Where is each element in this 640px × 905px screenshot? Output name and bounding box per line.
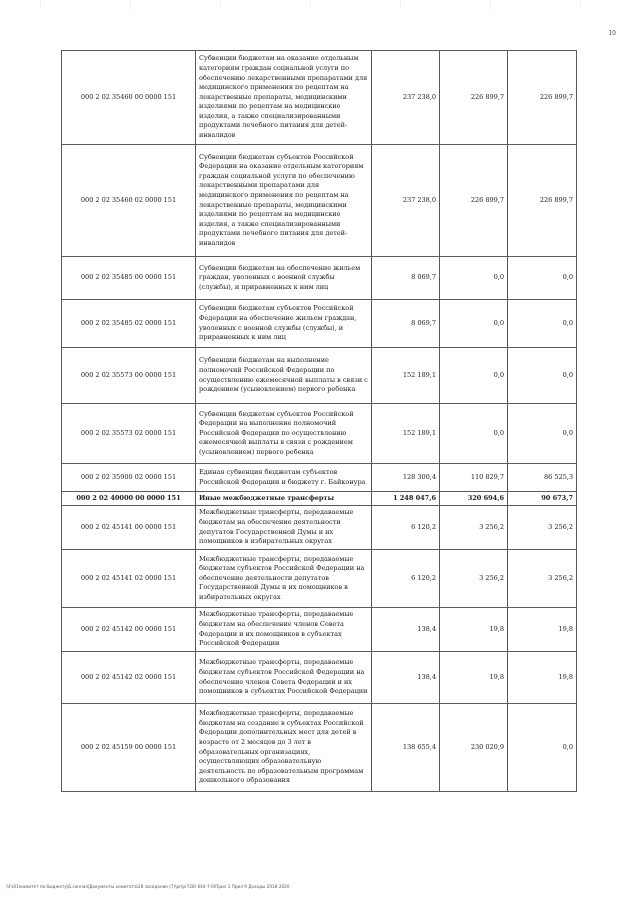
revenue-name-cell: Иные межбюджетные трансферты (196, 492, 372, 506)
budget-code-cell: 000 2 02 35485 00 0000 151 (62, 257, 196, 300)
table-row (62, 300, 577, 348)
value-2020-cell: 0,0 (508, 348, 577, 404)
value-2018-cell: 1 248 047,6 (372, 492, 440, 506)
page-number: 10 (608, 30, 616, 37)
value-2019-cell: 0,0 (440, 300, 508, 348)
value-2019-cell: 226 899,7 (440, 145, 508, 257)
value-2018-cell: 8 069,7 (372, 300, 440, 348)
table-row (62, 464, 577, 492)
value-2020-cell: 0,0 (508, 704, 577, 792)
value-2020-cell: 226 899,7 (508, 51, 577, 145)
value-2020-cell: 19,8 (508, 608, 577, 652)
table-row (62, 51, 577, 145)
value-2018-cell: 138 655,4 (372, 704, 440, 792)
value-2018-cell: 237 238,0 (372, 51, 440, 145)
value-2020-cell: 86 525,3 (508, 464, 577, 492)
value-2019-cell: 3 256,2 (440, 506, 508, 550)
budget-code-cell: 000 2 02 35573 00 0000 151 (62, 348, 196, 404)
table-row (62, 145, 577, 257)
value-2018-cell: 152 189,1 (372, 348, 440, 404)
value-2019-cell: 226 899,7 (440, 51, 508, 145)
revenue-name-cell: Единая субвенция бюджетам субъектов Российской Федерации и бюджету г. Байконура (196, 464, 372, 492)
value-2019-cell: 19,8 (440, 652, 508, 704)
value-2020-cell: 90 673,7 (508, 492, 577, 506)
value-2020-cell: 0,0 (508, 404, 577, 464)
table-row (62, 608, 577, 652)
file-path-footer: \\Fs01\комитет по бюджету\Б.сонная\Документы комитета\28 заседание (7)\pr\pr728\ 644-7-0\Прил 1 Прил 9 Доходы 2018-2020 (6, 884, 290, 889)
value-2019-cell: 0,0 (440, 404, 508, 464)
value-2019-cell: 0,0 (440, 348, 508, 404)
table-row (62, 652, 577, 704)
table-row (62, 348, 577, 404)
budget-code-cell: 000 2 02 45142 02 0000 151 (62, 652, 196, 704)
table-body (62, 51, 577, 792)
budget-code-cell: 000 2 02 35485 02 0000 151 (62, 300, 196, 348)
value-2019-cell: 0,0 (440, 257, 508, 300)
value-2019-cell: 3 256,2 (440, 550, 508, 608)
table-row (62, 404, 577, 464)
budget-code-cell: 000 2 02 45142 00 0000 151 (62, 608, 196, 652)
revenue-name-cell: Субвенции бюджетам субъектов Российской Федерации на оказание отдельным категориям граждан социальной услуги по обеспечению лекарственными препаратами для медицинского применения по рецептам на лекарственные препараты, медицинскими изделиями по рецептам на медицинские изделия, а также специализированными продуктами лечебного питания для детей-инвалидов (196, 145, 372, 257)
value-2018-cell: 128 300,4 (372, 464, 440, 492)
revenue-name-cell: Межбюджетные трансферты, передаваемые бюджетам субъектов Российской Федерации на обеспечение членов Совета Федерации и их помощников в субъектах Российской Федерации (196, 652, 372, 704)
value-2018-cell: 237 238,0 (372, 145, 440, 257)
value-2018-cell: 6 120,2 (372, 506, 440, 550)
revenue-name-cell: Субвенции бюджетам на оказание отдельным категориям граждан социальной услуги по обеспечению лекарственными препаратами для медицинского применения по рецептам на лекарственные препараты, медицинскими изделиями по рецептам на медицинские изделия, а также специализированными продуктами лечебного питания для детей-инвалидов (196, 51, 372, 145)
revenue-name-cell: Субвенции бюджетам субъектов Российской Федерации на обеспечение жильем граждан, уволенных с военной службы (службы), и приравненных к ним лиц (196, 300, 372, 348)
value-2020-cell: 226 899,7 (508, 145, 577, 257)
revenue-name-cell: Субвенции бюджетам субъектов Российской Федерации на выполнение полномочий Российской Федерации по осуществлению ежемесячной выплаты в связи с рождением (усыновлением) первого ребенка (196, 404, 372, 464)
value-2018-cell: 138,4 (372, 608, 440, 652)
revenue-name-cell: Субвенции бюджетам на выполнение полномочий Российской Федерации по осуществлению ежемесячной выплаты в связи с рождением (усыновлением) первого ребенка (196, 348, 372, 404)
revenue-name-cell: Межбюджетные трансферты, передаваемые бюджетам субъектов Российской Федерации на обеспечение деятельности депутатов Государственной Думы и их помощников в избирательных округах (196, 550, 372, 608)
revenue-name-cell: Межбюджетные трансферты, передаваемые бюджетам на обеспечение деятельности депутатов Государственной Думы и их помощников в избирательных округах (196, 506, 372, 550)
budget-code-cell: 000 2 02 45159 00 0000 151 (62, 704, 196, 792)
budget-code-cell: 000 2 02 35900 02 0000 151 (62, 464, 196, 492)
revenue-name-cell: Субвенции бюджетам на обеспечение жильем граждан, уволенных с военной службы (службы), и приравненных к ним лиц (196, 257, 372, 300)
scan-artifact-strip (0, 0, 640, 10)
value-2019-cell: 230 020,9 (440, 704, 508, 792)
budget-code-cell: 000 2 02 40000 00 0000 151 (62, 492, 196, 506)
table-row (62, 506, 577, 550)
revenue-table (61, 50, 577, 792)
budget-code-cell: 000 2 02 35573 02 0000 151 (62, 404, 196, 464)
value-2020-cell: 19,8 (508, 652, 577, 704)
revenue-name-cell: Межбюджетные трансферты, передаваемые бюджетам на обеспечение членов Совета Федерации и их помощников в субъектах Российской Федерации (196, 608, 372, 652)
value-2019-cell: 320 694,6 (440, 492, 508, 506)
value-2018-cell: 138,4 (372, 652, 440, 704)
revenue-name-cell: Межбюджетные трансферты, передаваемые бюджетам на создание в субъектах Российской Федерации дополнительных мест для детей в возрасте от 2 месяцев до 3 лет в образовательных организациях, осуществляющих образовательную деятельность по образовательным программам дошкольного образования (196, 704, 372, 792)
table-row (62, 550, 577, 608)
table-row-subtotal (62, 492, 577, 506)
value-2020-cell: 3 256,2 (508, 550, 577, 608)
value-2018-cell: 8 069,7 (372, 257, 440, 300)
budget-code-cell: 000 2 02 45141 00 0000 151 (62, 506, 196, 550)
value-2019-cell: 19,8 (440, 608, 508, 652)
budget-code-cell: 000 2 02 45141 02 0000 151 (62, 550, 196, 608)
value-2018-cell: 6 120,2 (372, 550, 440, 608)
value-2019-cell: 110 829,7 (440, 464, 508, 492)
value-2020-cell: 0,0 (508, 257, 577, 300)
value-2020-cell: 0,0 (508, 300, 577, 348)
budget-code-cell: 000 2 02 35460 00 0000 151 (62, 51, 196, 145)
table-row (62, 704, 577, 792)
budget-code-cell: 000 2 02 35460 02 0000 151 (62, 145, 196, 257)
table-row (62, 257, 577, 300)
value-2020-cell: 3 256,2 (508, 506, 577, 550)
value-2018-cell: 152 189,1 (372, 404, 440, 464)
